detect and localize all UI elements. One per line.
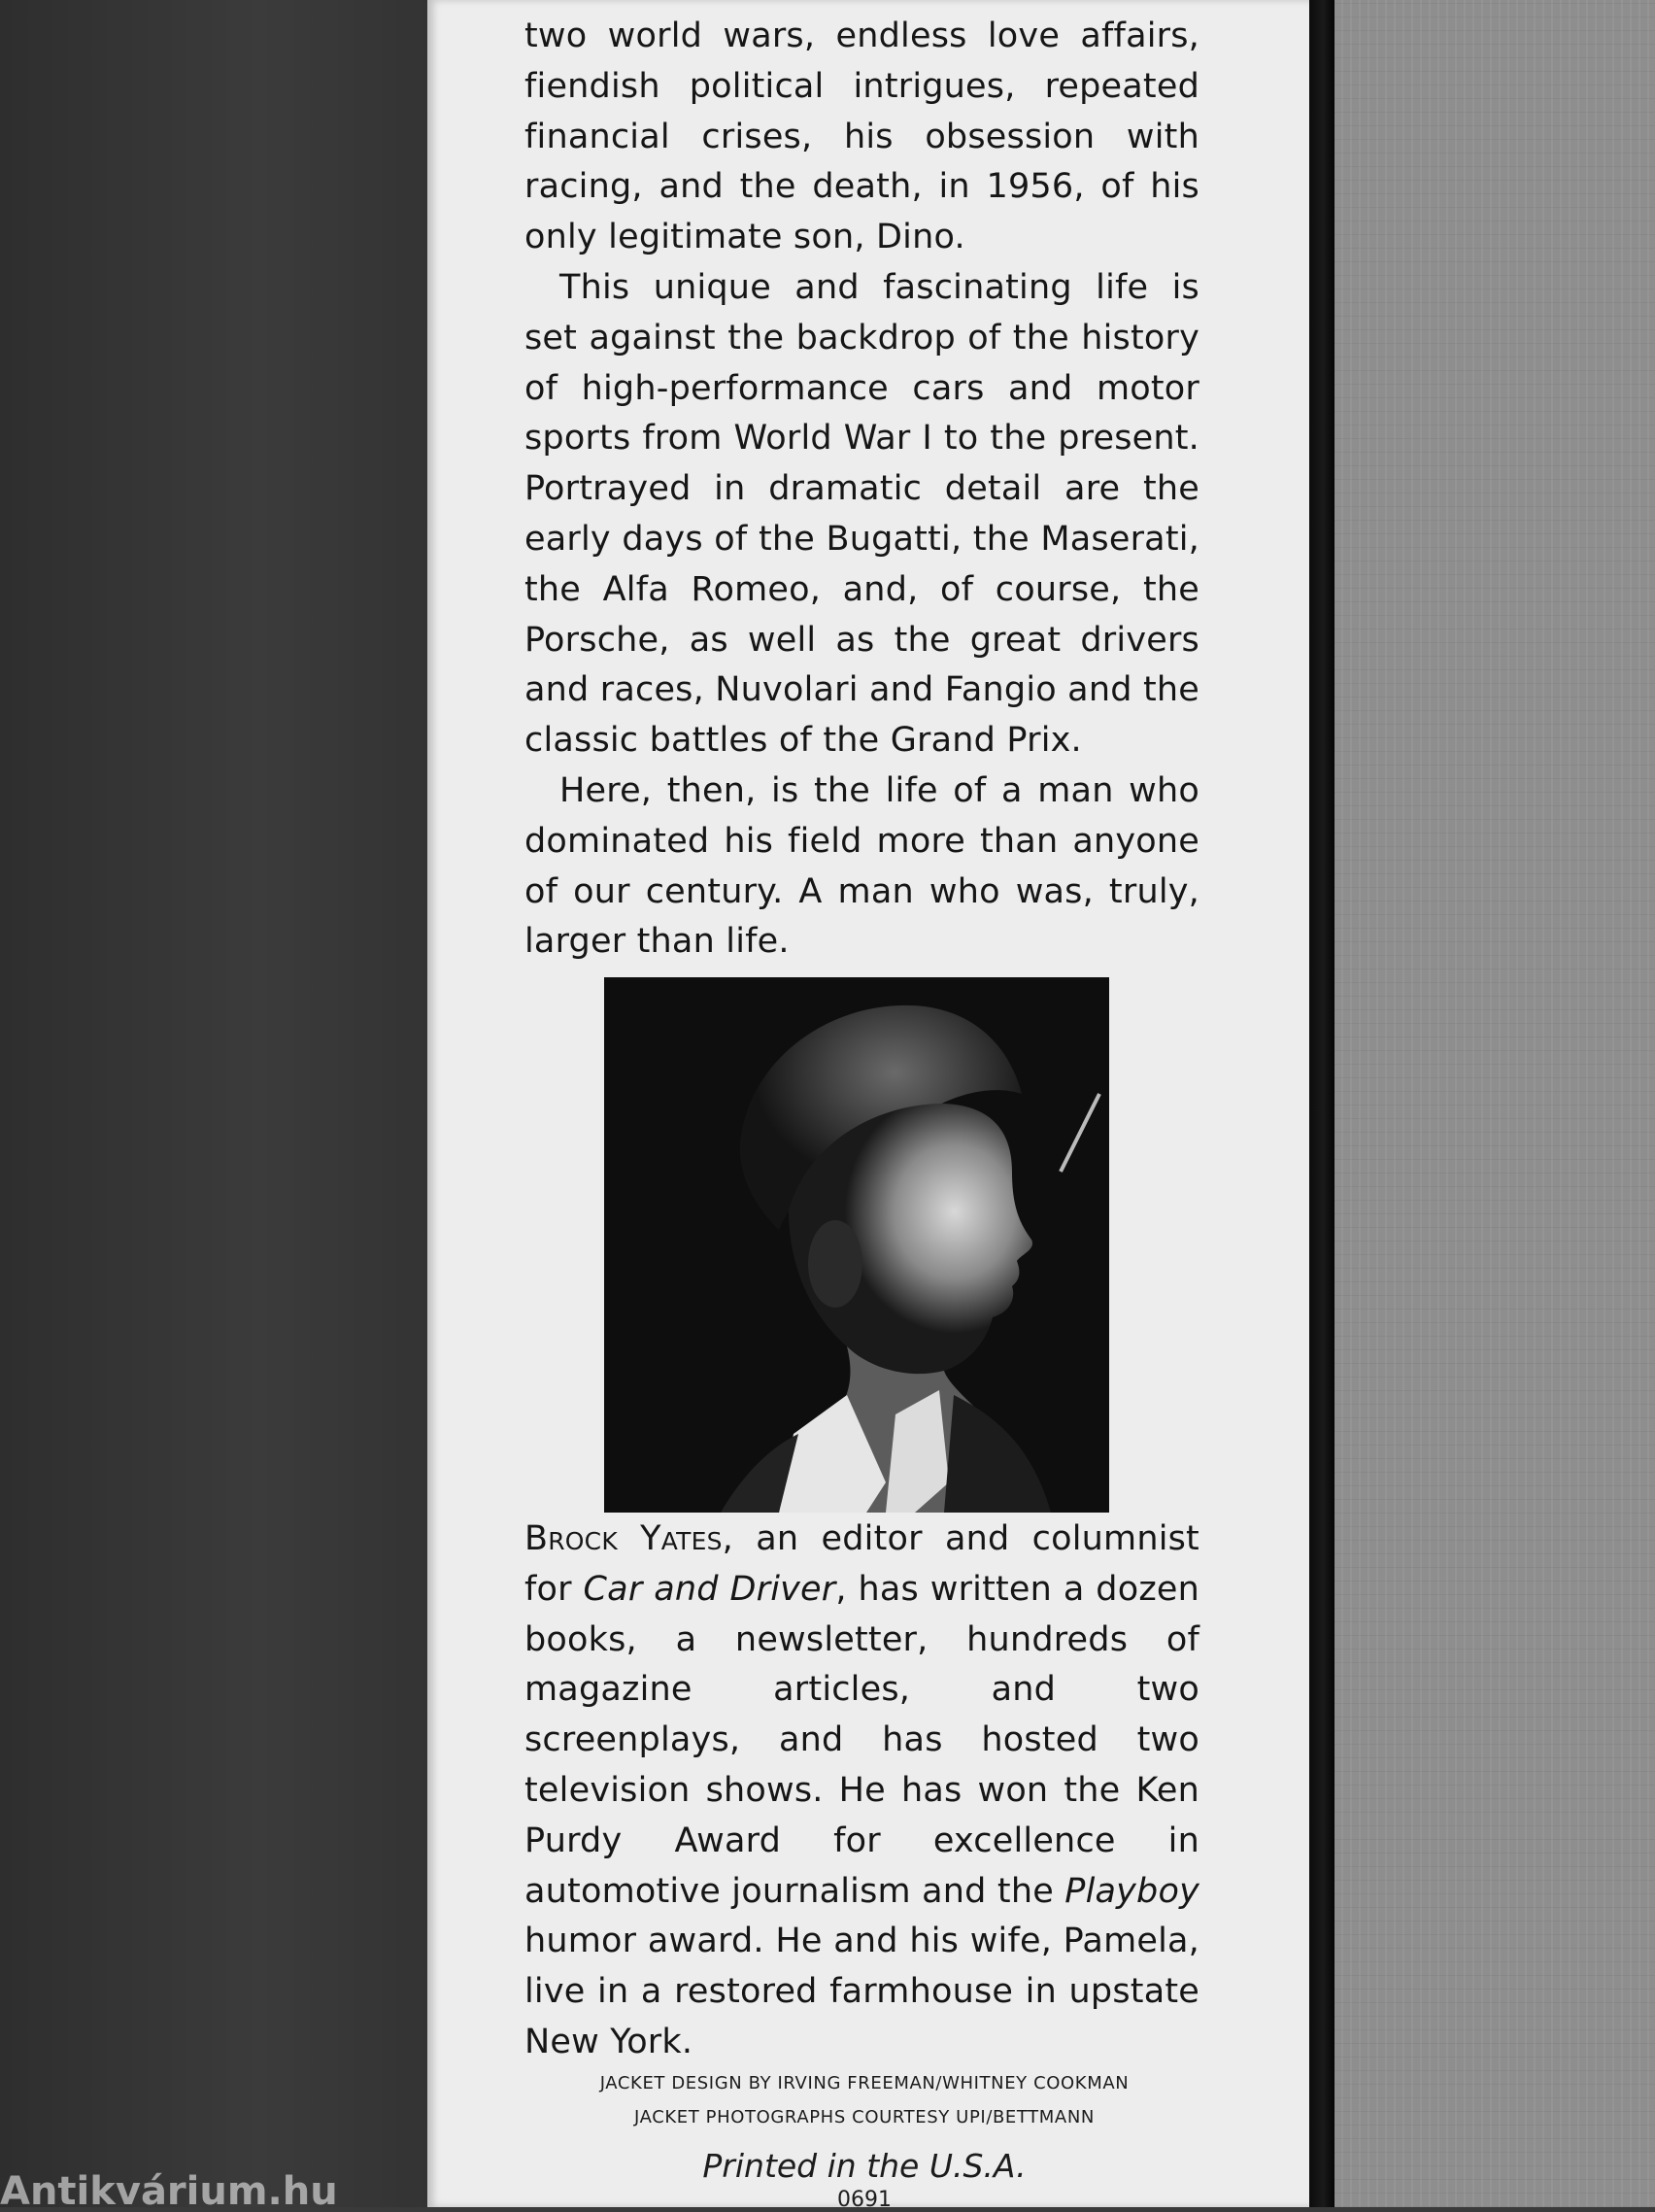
blurb-text xyxy=(524,12,1199,968)
jacket-credits xyxy=(524,2066,1204,2134)
bio-text-1: , an editor and columnist for xyxy=(524,1519,1199,1609)
blurb-paragraph-1: two world wars, endless love affairs, fiendish political intrigues, repeated financial crises, his obsession with racing, and the death, in 1956, of his only legitimate son, Dino. xyxy=(524,17,1199,257)
award-publication: Playboy xyxy=(1064,1871,1199,1911)
author-name: Brock Yates xyxy=(524,1519,723,1558)
book-back-board xyxy=(0,0,432,2207)
author-photo xyxy=(604,977,1109,1513)
magazine-title: Car and Driver xyxy=(583,1569,836,1609)
blurb-paragraph-2: This unique and fascinating life is set against the backdrop of the history of high-performance cars and motor sports from World War I to the present. Portrayed in dramatic detail are the early days of the Bugatti, the Maserati, the Alfa Romeo, and, of course, the Porsche, as well as the great drivers and races, Nuvolari and Fangio and the classic battles of the Grand Prix. xyxy=(524,267,1199,761)
author-portrait-graphic xyxy=(604,977,1109,1513)
photo-credit: JACKET PHOTOGRAPHS COURTESY UPI/BETTMANN xyxy=(634,2107,1095,2127)
bio-text-3: humor award. He and his wife, Pamela, live in a restored farmhouse in upstate New York. xyxy=(524,1922,1199,2061)
jacket-code: 0691 xyxy=(837,2188,892,2212)
design-credit: JACKET DESIGN BY IRVING FREEMAN/WHITNEY COOKMAN xyxy=(599,2073,1130,2093)
table-surface xyxy=(1333,0,1655,2207)
author-bio xyxy=(524,1514,1199,2068)
watermark: Antikvárium.hu xyxy=(0,2172,338,2211)
blurb-paragraph-3: Here, then, is the life of a man who dominated his field more than anyone of our century. A man who was, truly, larger than life. xyxy=(524,770,1199,962)
bio-text-2: , has written a dozen books, a newsletter, hundreds of magazine articles, and two screenplays, and has hosted two television shows. He has won the Ken Purdy Award for excellence in automotive journalism and the xyxy=(524,1569,1200,1911)
printed-note: Printed in the U.S.A. xyxy=(702,2147,1027,2185)
jacket-edge xyxy=(1309,0,1334,2207)
